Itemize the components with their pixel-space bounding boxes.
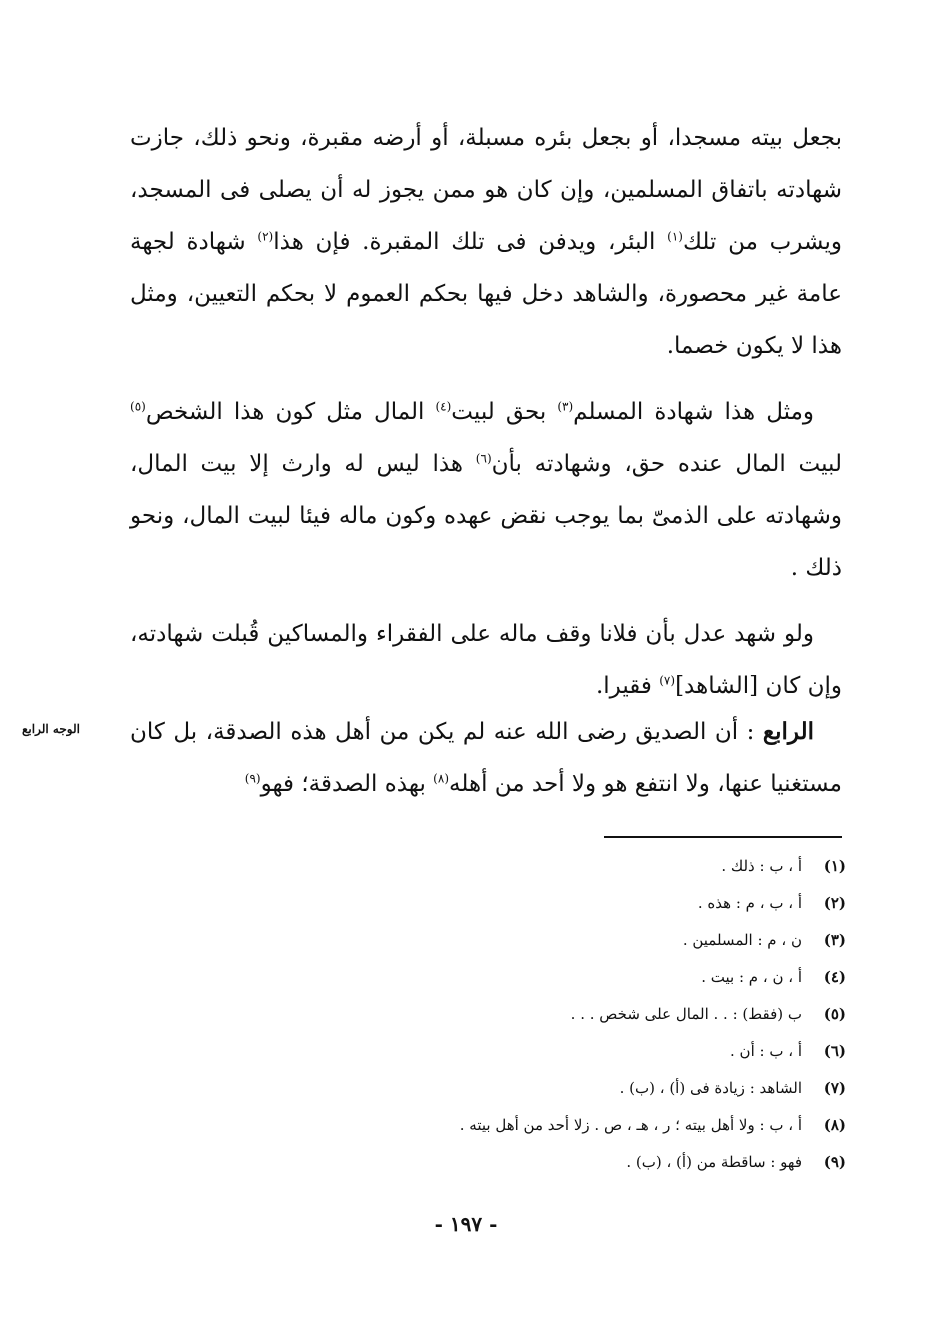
page-number: - ١٩٧ - xyxy=(434,1212,498,1236)
fourth-aspect-paragraph xyxy=(130,706,842,810)
footnote-ref: (٨) xyxy=(433,771,449,786)
section-term: الرابع xyxy=(762,718,814,745)
footnote-item xyxy=(226,848,846,885)
text-run: : أن الصديق رضى الله عنه لم يكن من أهل هذه الصدقة، بل كان مستغنيا عنها، ولا انتفع هو ولا أحد من أهله xyxy=(130,719,842,797)
footnote-number: (٥) xyxy=(823,1005,846,1023)
footnote-text: أ ، ب : أن . xyxy=(730,1042,802,1060)
footnote-number: (٩) xyxy=(823,1153,846,1171)
footnote-number: (٣) xyxy=(823,931,846,949)
footnote-text: أ ، ب ، م : هذه . xyxy=(697,894,802,912)
text-run: بجعل بيته مسجدا، أو بجعل بئره مسبلة، أو أرضه مقبرة، ونحو ذلك، جازت شهادته باتفاق المسلمين، وإن كان هو ممن يجوز له أن يصلى فى المسجد، ويشرب من تلك xyxy=(130,125,842,255)
footnote-number: (١) xyxy=(823,857,846,875)
footnote-ref: (٩) xyxy=(244,771,261,786)
text-run: البئر، ويدفن فى تلك المقبرة. فإن هذا xyxy=(273,229,668,255)
footnote-ref: (٢) xyxy=(257,229,274,244)
text-run: ولو شهد عدل بأن فلانا وقف ماله على الفقراء والمساكين قُبلت شهادته، وإن كان [الشاهد] xyxy=(130,621,842,699)
footnote-item xyxy=(226,959,846,996)
text-run: هذا ليس له وارث إلا بيت المال، وشهادته على الذمىّ بما يوجب نقض عهده وكون ماله فيئا لبيت المال، ونحو ذلك . xyxy=(130,451,842,581)
footnote-ref: (٤) xyxy=(435,399,452,414)
footnote-text: فهو : ساقطة من (أ) ، (ب) . xyxy=(626,1153,802,1171)
footnote-ref: (١) xyxy=(667,229,683,244)
footnote-item xyxy=(226,885,846,922)
footnote-text: الشاهد : زيادة فى (أ) ، (ب) . xyxy=(619,1079,802,1097)
footnote-item xyxy=(226,1070,846,1107)
footnote-item xyxy=(226,922,846,959)
text-run: المال مثل كون هذا الشخص xyxy=(145,399,436,425)
footnote-number: (٨) xyxy=(823,1116,846,1134)
footnote-separator xyxy=(604,836,842,838)
paragraph xyxy=(130,608,842,712)
footnotes xyxy=(226,848,846,1181)
footnote-text: أ ، ن ، م : بيت . xyxy=(701,968,802,986)
margin-note: الوجه الرابع xyxy=(22,722,80,736)
text-run: فقيرا. xyxy=(595,673,660,699)
footnote-item xyxy=(226,1144,846,1181)
footnote-item xyxy=(226,1107,846,1144)
footnote-text: ب (فقط) : . . المال على شخص . . . xyxy=(570,1005,802,1023)
footnote-text: ن ، م : المسلمين . xyxy=(682,931,802,949)
text-run: بحق لبيت xyxy=(451,399,558,425)
footnote-number: (٦) xyxy=(823,1042,846,1060)
paragraph xyxy=(130,112,842,372)
footnote-ref: (٥) xyxy=(130,399,146,414)
text-run: لبيت المال عنده حق، وشهادته بأن xyxy=(491,451,842,477)
text-run: شهادة لجهة عامة غير محصورة، والشاهد دخل فيها بحكم العموم لا بحكم التعيين، ومثل هذا لا يكون خصما. xyxy=(130,229,842,359)
text-run: بهذه الصدقة؛ فهو xyxy=(260,771,434,797)
paragraph xyxy=(130,706,842,810)
footnote-text: أ ، ب : ذلك . xyxy=(721,857,802,875)
footnote-ref: (٧) xyxy=(659,673,676,688)
footnote-item xyxy=(226,1033,846,1070)
footnote-text: أ ، ب : ولا أهل بيته ؛ ر ، هـ ، ص . زلا أحد من أهل بيته . xyxy=(459,1116,802,1134)
footnote-ref: (٣) xyxy=(557,399,574,414)
footnote-ref: (٦) xyxy=(475,451,492,466)
paragraph xyxy=(130,386,842,594)
text-run: ومثل هذا شهادة المسلم xyxy=(573,399,814,425)
footnote-number: (٧) xyxy=(823,1079,846,1097)
footnote-number: (٤) xyxy=(823,968,846,986)
footnote-item xyxy=(226,996,846,1033)
footnote-number: (٢) xyxy=(823,894,846,912)
main-text xyxy=(130,112,842,726)
